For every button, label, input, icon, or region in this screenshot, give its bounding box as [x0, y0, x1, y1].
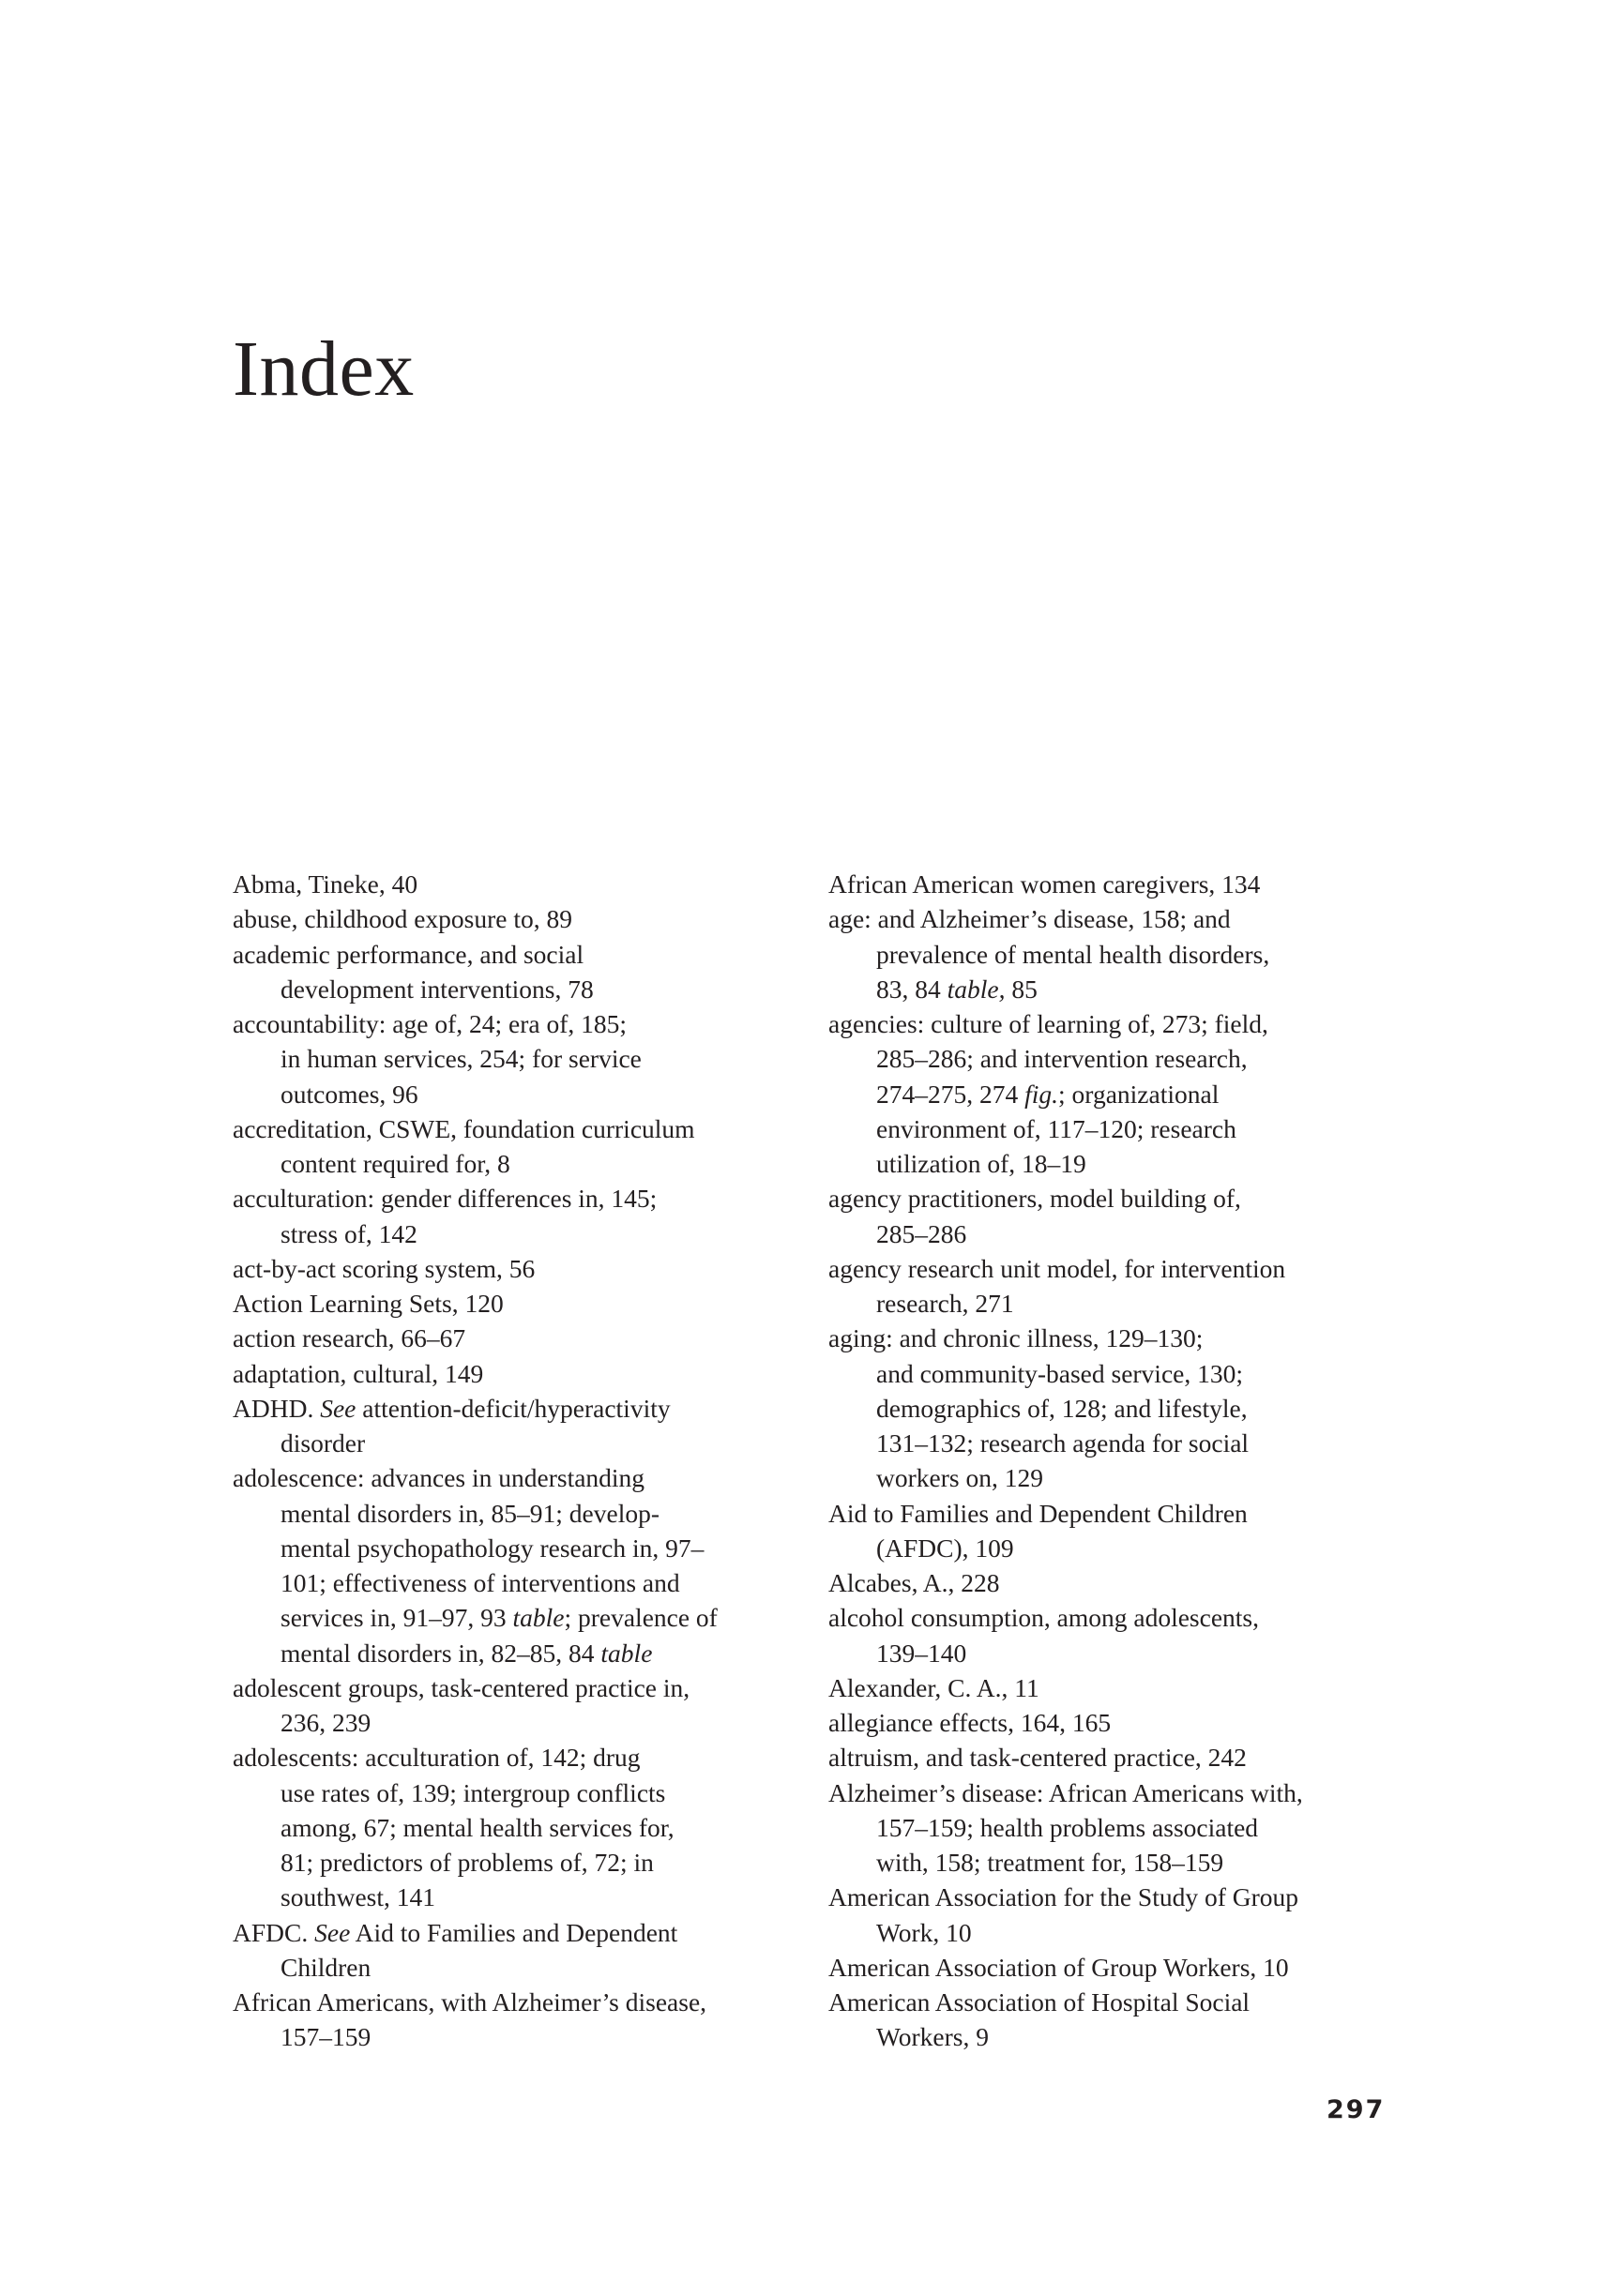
index-entry-continuation [828, 972, 1382, 1006]
index-entry-continuation [828, 1531, 1382, 1565]
index-entry [828, 1496, 1382, 1566]
index-entry-line [233, 1251, 786, 1286]
index-entry-continuation [233, 1565, 786, 1600]
index-entry-line [828, 1985, 1382, 2019]
italic-run: See [320, 1393, 356, 1423]
index-entry [233, 1985, 786, 2055]
italic-run: table [600, 1638, 653, 1668]
text-run: 157–159; health problems associated [876, 1812, 1259, 1842]
index-entry-line [828, 1705, 1382, 1740]
text-run: agency practitioners, model building of, [828, 1184, 1241, 1214]
index-entry [233, 1286, 786, 1321]
index-entry-continuation [828, 1460, 1382, 1495]
index-entry-continuation [828, 2019, 1382, 2054]
index-entry-line [233, 1006, 786, 1041]
index-entry-continuation [233, 1636, 786, 1670]
text-run: 274–275, 274 [876, 1079, 1025, 1109]
index-entry-continuation [828, 1915, 1382, 1950]
index-entry-continuation [828, 1636, 1382, 1670]
italic-run: table [512, 1603, 565, 1633]
text-run: adolescence: advances in understanding [233, 1463, 645, 1493]
index-entry-continuation [828, 1146, 1382, 1181]
text-run: mental psychopathology research in, 97– [280, 1533, 705, 1563]
text-run: 83, 84 [876, 974, 948, 1004]
index-entry-continuation [233, 1146, 786, 1181]
text-run: agency research unit model, for intervention [828, 1253, 1286, 1283]
italic-run: fig. [1024, 1079, 1059, 1109]
text-run: AFDC. [233, 1917, 315, 1947]
text-run: American Association for the Study of Group [828, 1882, 1299, 1912]
text-run: 236, 239 [280, 1708, 371, 1737]
index-entry [828, 1321, 1382, 1495]
text-run: 285–286; and intervention research, [876, 1044, 1248, 1074]
text-run: Workers, 9 [876, 2022, 989, 2052]
index-entry [233, 1251, 786, 1286]
index-entry [233, 1670, 786, 1741]
index-entry-line [233, 937, 786, 972]
text-run: African American women caregivers, 134 [828, 869, 1261, 899]
index-entry-continuation [828, 1426, 1382, 1460]
index-entry-line [828, 1181, 1382, 1216]
text-run: ; prevalence of [564, 1603, 718, 1633]
text-run: utilization of, 18–19 [876, 1149, 1086, 1178]
text-run: Action Learning Sets, 120 [233, 1289, 504, 1318]
text-run: Alzheimer’s disease: African Americans with, [828, 1777, 1303, 1807]
index-entry-line [233, 1915, 786, 1950]
index-entry-continuation [233, 1041, 786, 1076]
text-run: ADHD. [233, 1393, 321, 1423]
index-entry-continuation [233, 1705, 786, 1740]
index-entry-continuation [233, 1531, 786, 1565]
text-run: American Association of Hospital Social [828, 1987, 1251, 2017]
text-run: demographics of, 128; and lifestyle, [876, 1393, 1248, 1423]
page-number: 297 [1327, 2095, 1386, 2124]
text-run: outcomes, 96 [280, 1079, 418, 1109]
index-entry [828, 1950, 1382, 1985]
text-run: southwest, 141 [280, 1882, 435, 1912]
index-entry-line [233, 867, 786, 901]
text-run: mental disorders in, 82–85, 84 [280, 1638, 601, 1668]
index-entry-line [233, 1740, 786, 1775]
index-entry [233, 1915, 786, 1986]
index-entry-line [828, 901, 1382, 936]
index-entry-continuation [233, 1496, 786, 1531]
text-run: 285–286 [876, 1218, 967, 1248]
index-entry-continuation [233, 1845, 786, 1880]
text-run: research, 271 [876, 1289, 1014, 1318]
index-entry [828, 1600, 1382, 1670]
index-entry-line [828, 1565, 1382, 1600]
index-entry [828, 1740, 1382, 1775]
index-entry-continuation [233, 1810, 786, 1845]
index-entry-line [233, 1391, 786, 1426]
index-entry-continuation [828, 1845, 1382, 1880]
text-run: mental disorders in, 85–91; develop- [280, 1498, 660, 1528]
index-entry-line [233, 1985, 786, 2019]
index-entry-line [828, 1321, 1382, 1355]
index-entry-continuation [828, 1216, 1382, 1251]
text-run: and community-based service, 130; [876, 1358, 1244, 1388]
index-entry [233, 1391, 786, 1461]
index-entry-continuation [233, 1950, 786, 1985]
text-run: agencies: culture of learning of, 273; field, [828, 1009, 1268, 1038]
index-entry-continuation [233, 1880, 786, 1914]
index-entry-continuation [233, 1775, 786, 1810]
index-entry [828, 1006, 1382, 1181]
index-entry [233, 1356, 786, 1391]
index-entry-line [233, 1321, 786, 1355]
index-entry-line [828, 1775, 1382, 1810]
text-run: adolescent groups, task-centered practice in, [233, 1672, 690, 1702]
index-entry-line [233, 1286, 786, 1321]
index-entry-continuation [233, 972, 786, 1006]
text-run: in human services, 254; for service [280, 1044, 642, 1074]
text-run: adolescents: acculturation of, 142; drug [233, 1743, 641, 1773]
index-entry [828, 1251, 1382, 1322]
index-column-right [828, 867, 1382, 2055]
index-entry [233, 867, 786, 901]
text-run: content required for, 8 [280, 1149, 510, 1178]
index-entry [828, 1705, 1382, 1740]
index-entry-line [828, 1880, 1382, 1914]
text-run: (AFDC), 109 [876, 1533, 1014, 1563]
text-run: services in, 91–97, 93 [280, 1603, 513, 1633]
text-run: disorder [280, 1428, 366, 1458]
index-entry [828, 1880, 1382, 1950]
text-run: 131–132; research agenda for social [876, 1428, 1250, 1458]
index-entry-line [828, 1496, 1382, 1531]
text-run: academic performance, and social [233, 939, 584, 969]
index-entry-line [828, 1006, 1382, 1041]
index-entry [233, 1740, 786, 1914]
index-entry-line [233, 1111, 786, 1146]
text-run: development interventions, 78 [280, 974, 594, 1004]
index-entry-continuation [828, 1111, 1382, 1146]
index-entry-line [828, 1600, 1382, 1635]
index-entry [233, 901, 786, 936]
index-entry [233, 1460, 786, 1670]
index-entry-continuation [828, 1810, 1382, 1845]
index-entry-continuation [828, 1286, 1382, 1321]
index-entry [828, 1670, 1382, 1705]
text-run: abuse, childhood exposure to, 89 [233, 904, 573, 934]
index-entry-continuation [233, 1600, 786, 1635]
index-entry [233, 937, 786, 1007]
index-entry-continuation [828, 1041, 1382, 1076]
text-run: ; organizational [1058, 1079, 1220, 1109]
index-entry-continuation [233, 1077, 786, 1111]
text-run: Alcabes, A., 228 [828, 1568, 1000, 1597]
text-run: attention-deficit/hyperactivity [356, 1393, 671, 1423]
text-run: adaptation, cultural, 149 [233, 1358, 484, 1388]
text-run: Children [280, 1952, 371, 1982]
text-run: accreditation, CSWE, foundation curriculum [233, 1113, 695, 1143]
index-entry-line [828, 1670, 1382, 1705]
index-entry-continuation [828, 1391, 1382, 1426]
text-run: African Americans, with Alzheimer’s disease, [233, 1987, 707, 2017]
index-entry-line [828, 867, 1382, 901]
index-entry-line [233, 1356, 786, 1391]
text-run: workers on, 129 [876, 1463, 1043, 1493]
text-run: Work, 10 [876, 1917, 972, 1947]
text-run: Abma, Tineke, 40 [233, 869, 418, 899]
text-run: act-by-act scoring system, 56 [233, 1253, 536, 1283]
index-entry [233, 1006, 786, 1111]
index-entry-line [233, 1460, 786, 1495]
italic-run: See [314, 1917, 351, 1947]
text-run: alcohol consumption, among adolescents, [828, 1603, 1260, 1633]
text-run: 157–159 [280, 2022, 371, 2052]
index-entry [828, 901, 1382, 1006]
text-run: Alexander, C. A., 11 [828, 1672, 1039, 1702]
text-run: 85 [1005, 974, 1038, 1004]
text-run: stress of, 142 [280, 1218, 417, 1248]
text-run: 139–140 [876, 1638, 967, 1668]
italic-run: table, [947, 974, 1006, 1004]
text-run: Aid to Families and Dependent Children [828, 1498, 1248, 1528]
index-entry-continuation [828, 937, 1382, 972]
text-run: acculturation: gender differences in, 145; [233, 1184, 658, 1214]
text-run: action research, 66–67 [233, 1323, 466, 1353]
index-entry-continuation [233, 1216, 786, 1251]
text-run: American Association of Group Workers, 10 [828, 1952, 1289, 1982]
text-run: accountability: age of, 24; era of, 185; [233, 1009, 627, 1038]
index-entry-line [828, 1740, 1382, 1775]
index-entry-line [233, 901, 786, 936]
index-entry [828, 1775, 1382, 1881]
index-entry-continuation [828, 1077, 1382, 1111]
page-title: Index [233, 325, 415, 413]
text-run: aging: and chronic illness, 129–130; [828, 1323, 1204, 1353]
index-entry-continuation [233, 1426, 786, 1460]
index-entry-continuation [233, 2019, 786, 2054]
text-run: Aid to Families and Dependent [350, 1917, 678, 1947]
text-run: 101; effectiveness of interventions and [280, 1568, 680, 1597]
text-run: age: and Alzheimer’s disease, 158; and [828, 904, 1231, 934]
index-entry [828, 1565, 1382, 1600]
index-entry-line [828, 1950, 1382, 1985]
index-entry [233, 1181, 786, 1251]
index-entry [233, 1321, 786, 1355]
index-column-left [233, 867, 786, 2055]
index-entry [233, 1111, 786, 1182]
index-entry [828, 867, 1382, 901]
index-entry-line [233, 1670, 786, 1705]
text-run: use rates of, 139; intergroup conflicts [280, 1777, 666, 1807]
index-entry-line [828, 1251, 1382, 1286]
text-run: 81; predictors of problems of, 72; in [280, 1848, 654, 1877]
text-run: with, 158; treatment for, 158–159 [876, 1848, 1224, 1877]
index-entry [828, 1985, 1382, 2055]
index-entry-continuation [828, 1356, 1382, 1391]
text-run: environment of, 117–120; research [876, 1113, 1236, 1143]
text-run: among, 67; mental health services for, [280, 1812, 675, 1842]
text-run: prevalence of mental health disorders, [876, 939, 1270, 969]
text-run: altruism, and task-centered practice, 242 [828, 1743, 1247, 1773]
text-run: allegiance effects, 164, 165 [828, 1708, 1112, 1737]
index-entry-line [233, 1181, 786, 1216]
index-entry [828, 1181, 1382, 1251]
